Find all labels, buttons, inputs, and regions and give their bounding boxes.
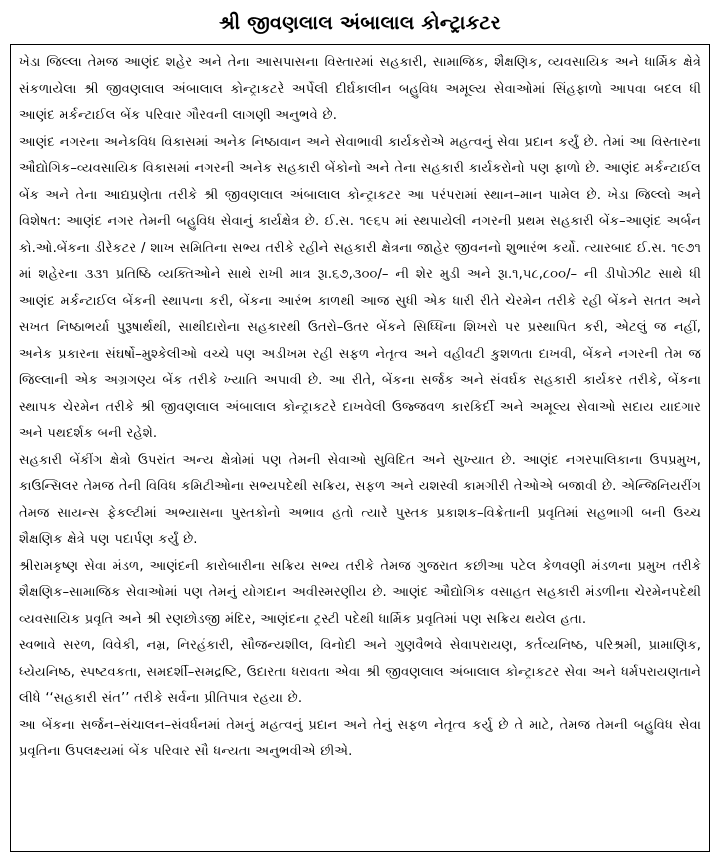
- paragraph-other-services: સહકારી બેંકીંગ ક્ષેત્રો ઉપરાંત અન્ય ક્ષેત્રોમાં પણ તેમની સેવાઓ સુવિદિત અને સુખ્યાત છે. આણંદ નગરપાલિકાના ઉપપ્રમુખ, કાઉન્સિલર તેમજ તેની વિવિધ કમિટીઓના સભ્યપદેથી સક્રિય, સફળ અને યશસ્વી કામગીરી તેઓએ બજાવી છે. એન્જિનિયરીંગ તેમજ સાયન્સ ફેકલ્ટીમાં અભ્યાસના પુસ્તકોનો અભાવ હતો ત્યારે પુસ્તક પ્રકાશક–વિક્રેતાની પ્રવૃતિમાં સહભાગી બની ઉચ્ચ શૈક્ષણિક ક્ષેત્રે પણ પદાર્પણ કર્યું છે.: [19, 452, 701, 547]
- page-title: શ્રી જીવણલાલ અંબાલાલ કોન્ટ્રાકટર: [219, 12, 501, 34]
- paragraph-bank-history: આણંદ નગરના અનેકવિધ વિકાસમાં અનેક નિષ્ઠાવાન અને સેવાભાવી કાર્યકરોએ મહત્વનું સેવા પ્રદાન કર્યું છે. તેમાં આ વિસ્તારના ઔદ્યોગિક–વ્યવસાયિક વિકાસમાં નગરની અનેક સહકારી બેંકોનો અને તેના સહકારી કાર્યકરોનો પણ ફાળો છે. આણંદ મર્કન્ટાઈલ બેંક અને તેના આદ્યપ્રણેતા તરીકે શ્રી જીવણલાલ અંબાલાલ કોન્ટ્રાકટર આ પરંપરામાં સ્થાન–માન પામેલ છે. ખેડા જિલ્લો અને વિશેષત: આણંદ નગર તેમની બહુવિધ સેવાનું કાર્યક્ષેત્ર છે. ઈ.સ. ૧૯૬૫ માં સ્થપાયેલી નગરની પ્રથમ સહકારી બેંક–આણંદ અર્બન કો.ઓ.બેંકના ડીરેકટર / શાખ સમિતિના સભ્ય તરીકે રહીને સહકારી ક્ષેત્રના જાહેર જીવનનો શુભારંભ કર્યો. ત્યારબાદ ઈ.સ. ૧૯૭૧ માં શહેરના ૩૩૧ પ્રતિષ્ઠિ વ્યક્તિઓને સાથે રાખી માત્ર રૂા.૬૭,૩૦૦/– ની શેર મુડી અને રૂા.૧,૫૮,૮૦૦/– ની ડીપોઝીટ સાથે ધી આણંદ મર્કન્ટાઈલ બેંકની સ્થાપના કરી, બેંકના આરંભ કાળથી આજ સુધી એક ધારી રીતે ચેરમેન તરીકે રહી બેંકને સતત અને સખત નિષ્ઠાભર્યા પુરૂષાર્થથી, સાથીદારોના સહકારથી ઉતરો–ઉતર બેંકને સિધ્ધિના શિખરો પર પ્રસ્થાપિત કરી, એટલું જ નહીં, અનેક પ્રકારના સંઘર્ષો–મુશ્કેલીઓ વચ્ચે પણ અડીખમ રહી સફળ નેતૃત્વ અને વહીવટી કુશળતા દાખવી, બેંકને નગરની તેમ જ જિલ્લાની એક અગ્રગણ્ય બેંક તરીકે ખ્યાતિ અપાવી છે. આ રીતે, બેંકના સર્જક અને સંવર્ઘક સહકારી કાર્યકર તરીકે, બેંકના સ્થાપક ચેરમેન તરીકે શ્રી જીવણલાલ અંબાલાલ કોન્ટ્રાકટરે દાખવેલી ઉજ્જવળ કારકિર્દી અને અમૂલ્ય સેવાઓ સદાય યાદગાર અને પથદર્શક બની રહેશે.: [19, 134, 701, 441]
- title-wrap: [10, 8, 710, 38]
- tribute-text-box: [10, 44, 710, 852]
- paragraph-character: સ્વભાવે સરળ, વિવેકી, નમ્ર, નિરહંકારી, સૌજન્યશીલ, વિનોદી અને ગુણવૈભવે સેવાપરાયણ, કર્તવ્યનિષ્ઠ, પરિશ્રમી, પ્રામાણિક, ધ્યેયનિષ્ઠ, સ્પષ્ટવકતા, સમદર્શી–સમદ્રષ્ટિ, ઉદારતા ધરાવતા એવા શ્રી જીવણલાલ અંબાલાલ કોન્ટ્રાકટર સેવા અને ધર્મપરાયણતાને લીધે ‘‘સહકારી સંત’’ તરીકે સર્વના પ્રીતિપાત્ર રહયા છે.: [19, 638, 701, 706]
- paragraph-social-service: શ્રીરામકૃષ્ણ સેવા મંડળ, આણંદની કારોબારીના સક્રિય સભ્ય તરીકે તેમજ ગુજરાત કછીઆ પટેલ કેળવણી મંડળના પ્રમુખ તરીકે શૈક્ષણિક–સામાજિક સેવાઓમાં પણ તેમનું યોગદાન અવીસ્મરણીય છે. આણંદ ઔદ્યોગિક વસાહત સહકારી મંડળીના ચેરમેનપદેથી વ્યવસાયિક પ્રવૃતિ અને શ્રી રણછોડજી મંદિર, આણંદના ટ્રસ્ટી પદેથી ધાર્મિક પ્રવૃતિમાં પણ સક્રિય થયેલ હતા.: [19, 558, 701, 627]
- paragraph-closing: આ બેંકના સર્જન–સંચાલન–સંવર્ધનમાં તેમનું મહત્વનું પ્રદાન અને તેનું સફળ નેતૃત્વ કર્યુ છે તે માટે, તેમજ તેમની બહુવિધ સેવા પ્રવૃતિના ઉપલક્ષ્યમાં બેંક પરિવાર સૌ ધન્યતા અનુભવીએ છીએ.: [19, 717, 701, 759]
- paragraph-intro: ખેડા જિલ્લા તેમજ આણંદ શહેર અને તેના આસપાસના વિસ્તારમાં સહકારી, સામાજિક, શૈક્ષણિક, વ્યવસાયિક અને ધાર્મિક ક્ષેત્રે સંકળાયેલા શ્રી જીવણલાલ અંબાલાલ કોન્ટ્રાકટરે અર્પેલી દીર્ઘકાલીન બહુવિધ અમૂલ્ય સેવાઓમાં સિંહફાળો આપવા બદલ ધી આણંદ મર્કન્ટાઈલ બેંક પરિવાર ગૌરવની લાગણી અનુભવે છે.: [19, 55, 701, 123]
